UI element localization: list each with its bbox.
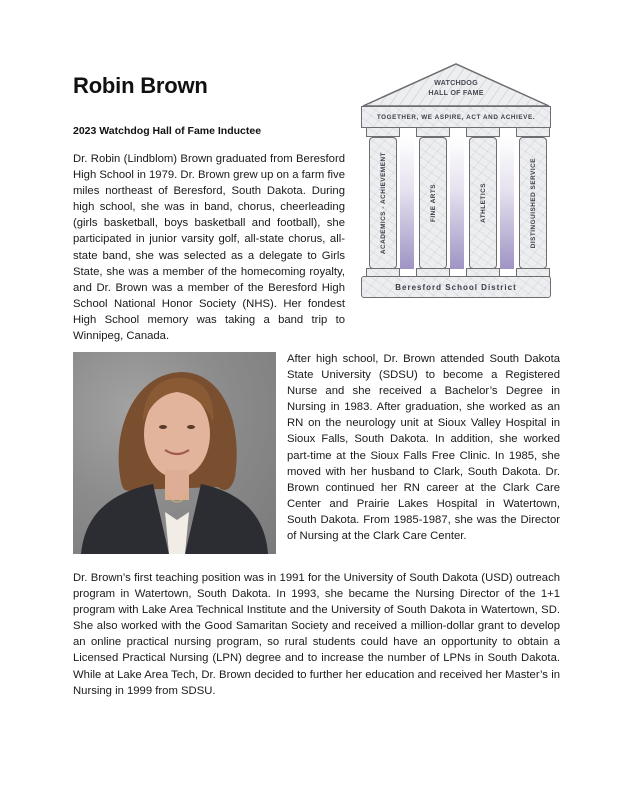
column-gap (500, 137, 514, 269)
logo-base-text: Beresford School District (395, 282, 517, 292)
portrait-photo (73, 352, 276, 554)
paragraph-early-life: Dr. Robin (Lindblom) Brown graduated from Beresford High School in 1979. Dr. Brown grew up on a farm five miles northeast of Beresford, South Dakota. During high school, she was in band, chorus, cheerleading (girls basketball, boys basketball and football), she participated in junior varsity golf, all-state chorus, all-state band, she was selected as a delegate to Girls State, she was a member of the homecoming royalty, and Dr. Brown was a member of the Beresford High School National Honor Society (NHS). Her fondest High School memory was taking a band trip to Winnipeg, Canada. (73, 153, 345, 343)
column-gap (400, 137, 414, 269)
page-subtitle: 2023 Watchdog Hall of Fame Inductee (73, 125, 262, 137)
hall-of-fame-logo (361, 62, 551, 298)
column-capital (466, 127, 500, 137)
column-label: FINE ARTS (429, 184, 437, 222)
column-label: ATHLETICS (479, 183, 487, 223)
person-portrait-icon (73, 352, 276, 554)
logo-base (361, 276, 551, 298)
page-title: Robin Brown (73, 73, 208, 98)
column-capital (366, 127, 400, 137)
column-athletics (469, 137, 497, 269)
pediment-line-1: WATCHDOG (434, 78, 478, 87)
column-academics (369, 137, 397, 269)
paragraph-teaching-career: Dr. Brown’s first teaching position was in 1991 for the University of South Dakota (USD) outreach program in Watertown, South Dakota. In 1993, she became the Nursing Director of the 1+1 program with Lake Area Technical Institute and the University of South Dakota in Watertown, SD. She also worked with the Good Samaritan Society and received a million-dollar grant to develop an online practical nursing program, so rural students could have an opportunity to obtain a Licensed Practical Nursing (LPN) degree and to increase the number of LPNs in South Dakota. While at Lake Area Tech, Dr. Brown decided to further her education and received her Master’s in Nursing in 1999 from SDSU. (73, 572, 560, 697)
column-capital (416, 127, 450, 137)
paragraph-nursing-career: After high school, Dr. Brown attended South Dakota State University (SDSU) to become a Registered Nurse and she received a Bachelor’s Degree in Nursing in 1983. After graduation, she worked as an RN on the neurology unit at Sioux Valley Hospital in Sioux Falls, South Dakota. In addition, she worked part-time at the Sioux Falls Free Clinic. In 1985, she moved with her husband to Clark, South Dakota. Dr. Brown continued her RN career at the Clark Care Center and Prairie Lakes Hospital in Watertown, South Dakota. From 1985-1987, she was the Director of Nursing at the Clark Care Center. (287, 353, 560, 543)
logo-entablature (361, 106, 551, 128)
column-fine-arts (419, 137, 447, 269)
logo-pediment (361, 62, 551, 108)
column-gap (450, 137, 464, 269)
logo-motto: TOGETHER, WE ASPIRE, ACT AND ACHIEVE. (376, 113, 536, 121)
column-label: ACADEMICS - ACHIEVEMENT (379, 151, 387, 255)
column-distinguished-service (519, 137, 547, 269)
column-label: DISTINGUISHED SERVICE (529, 157, 537, 249)
pediment-line-2: HALL OF FAME (428, 88, 484, 97)
column-capital (516, 127, 550, 137)
